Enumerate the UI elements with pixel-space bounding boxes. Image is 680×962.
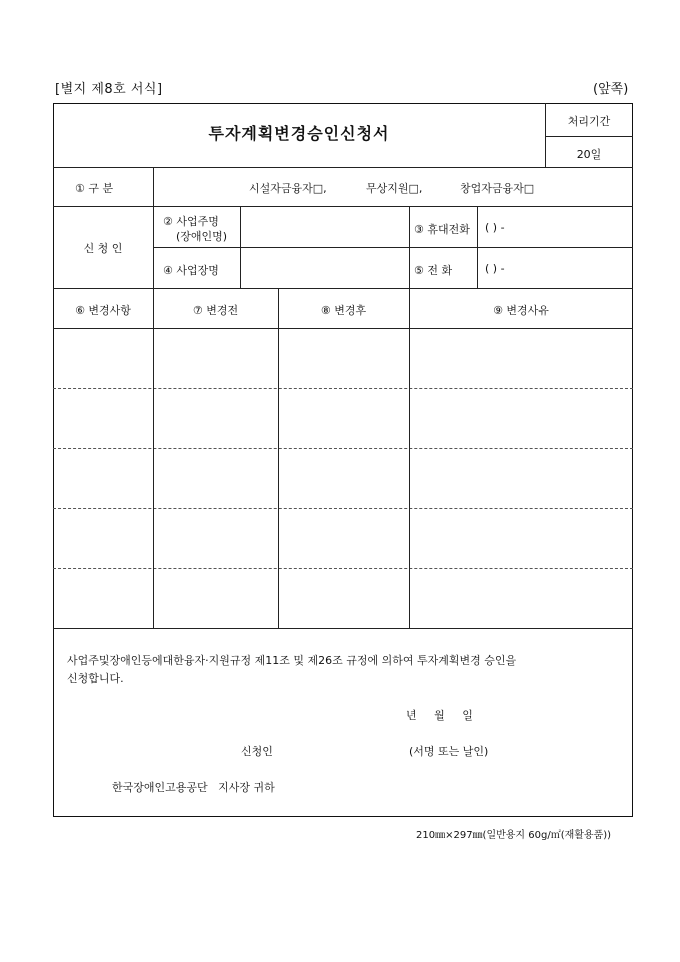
after-change-header: ⑧ 변경후 — [320, 304, 367, 317]
category-option-facility-loan[interactable]: 시설자금융자□, — [249, 182, 327, 195]
row-line-changes-end — [53, 628, 633, 629]
business-owner-label: ② 사업주명 — [163, 215, 219, 228]
processing-divider — [545, 136, 633, 137]
business-name-field[interactable] — [241, 248, 408, 287]
applicant-label: 신 청 인 — [83, 242, 123, 255]
change-item-header: ⑥ 변경사항 — [75, 304, 131, 317]
form-number: [별지 제8호 서식] — [55, 82, 163, 97]
processing-period-label: 처리기간 — [567, 115, 611, 128]
sign-or-seal-label: (서명 또는 날인) — [409, 745, 489, 758]
row-line-applicant — [53, 288, 633, 289]
paper-spec: 210㎜×297㎜(일반용지 60g/㎡(재활용품)) — [416, 830, 612, 841]
phone-label: ⑤ 전 화 — [414, 264, 453, 277]
form-title: 투자계획변경승인신청서 — [208, 124, 390, 143]
category-label: ① 구 분 — [75, 182, 114, 195]
col-line-applicant-mid — [409, 206, 410, 288]
category-option-startup-loan[interactable]: 창업자금융자□ — [460, 182, 535, 195]
business-owner-field[interactable] — [241, 207, 408, 246]
recipient-label: 한국장애인고용공단 지사장 귀하 — [112, 781, 275, 794]
category-option-free-support[interactable]: 무상지원□, — [366, 182, 423, 195]
mobile-label: ③ 휴대전화 — [414, 223, 470, 236]
col-line-applicant-phone — [477, 206, 478, 288]
page-side-label: (앞쪽) — [593, 82, 629, 97]
mobile-field[interactable]: ( ) - — [485, 221, 505, 234]
disabled-person-name-label: (장애인명) — [176, 230, 228, 243]
phone-field[interactable]: ( ) - — [485, 262, 505, 275]
changes-entry-area[interactable] — [54, 329, 632, 627]
statement-line-1: 사업주및장애인등에대한융자·지원규정 제11조 및 제26조 규정에 의하여 투자계획변경 승인을 — [67, 654, 517, 667]
processing-period-value: 20일 — [576, 148, 602, 161]
date-line: 년 월 일 — [406, 709, 473, 722]
change-reason-header: ⑨ 변경사유 — [493, 304, 549, 317]
business-name-label: ④ 사업장명 — [163, 264, 219, 277]
applicant-sign-label: 신청인 — [241, 745, 273, 758]
before-change-header: ⑦ 변경전 — [192, 304, 239, 317]
row-line-title — [53, 167, 633, 168]
statement-line-2: 신청합니다. — [67, 672, 124, 685]
